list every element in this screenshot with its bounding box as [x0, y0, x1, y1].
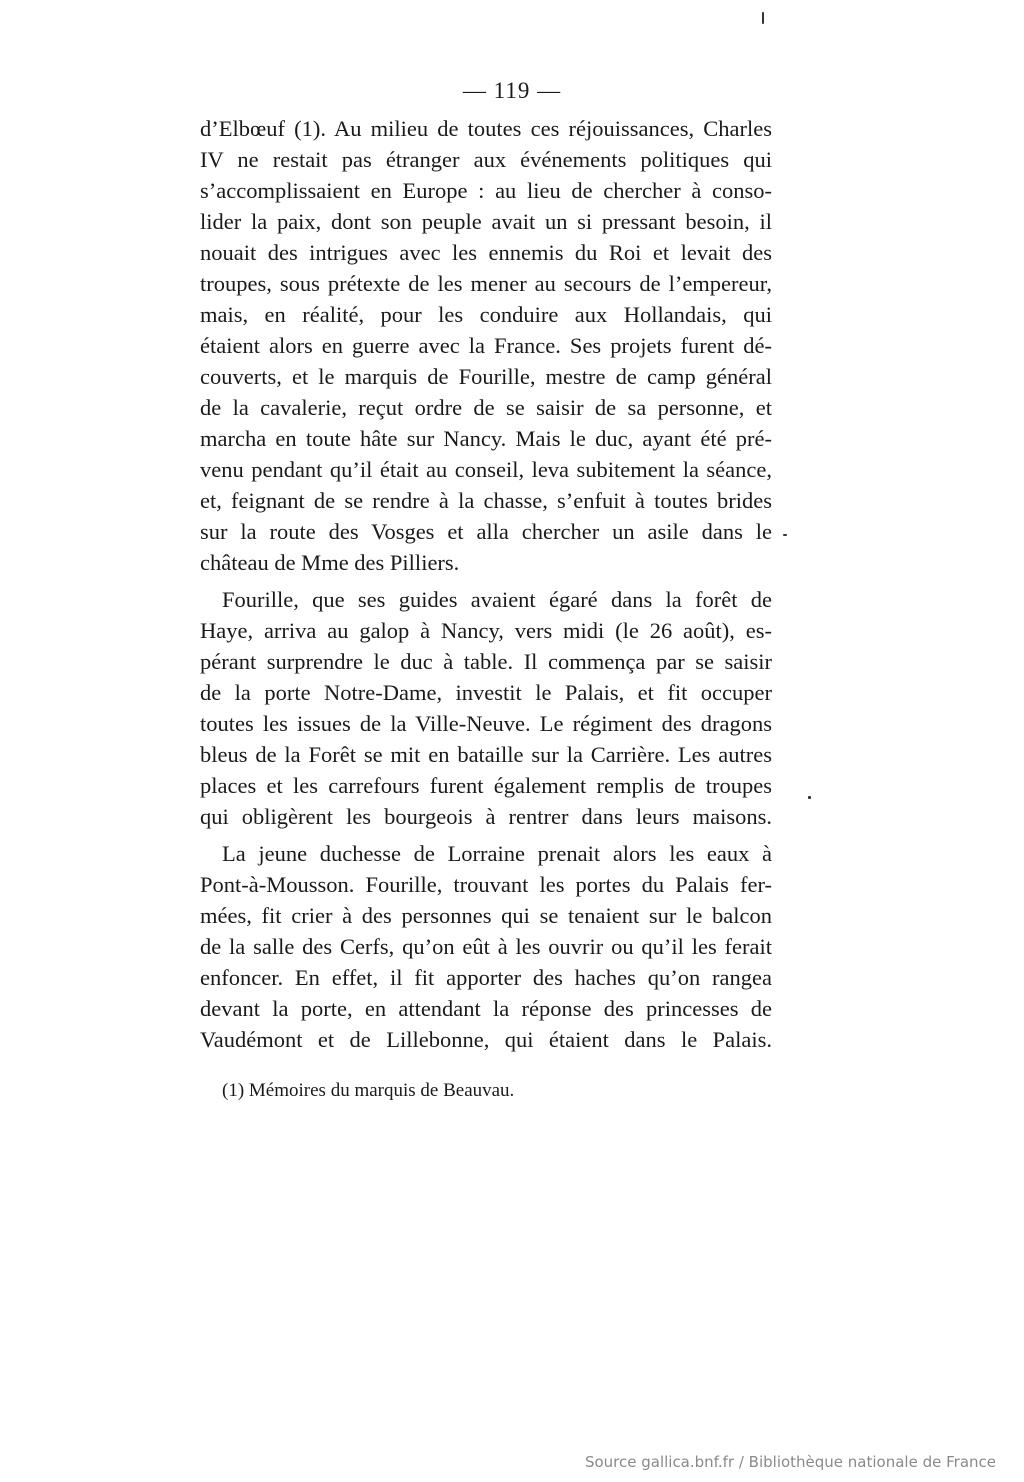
paragraph-3 [200, 838, 772, 1055]
text-line: venu pendant qu’il était au conseil, leva subitement la séance, [200, 457, 772, 482]
text-line: Vaudémont et de Lillebonne, qui étaient dans le Palais. [200, 1027, 772, 1052]
text-line: s’accomplissaient en Europe : au lieu de chercher à conso- [200, 178, 772, 203]
text-line: mées, fit crier à des personnes qui se tenaient sur le balcon [200, 903, 772, 928]
text-line: et, feignant de se rendre à la chasse, s’enfuit à toutes brides [200, 488, 772, 513]
text-line: de la cavalerie, reçut ordre de se saisir de sa personne, et [200, 395, 772, 420]
text-line: La jeune duchesse de Lorraine prenait alors les eaux à [222, 841, 772, 866]
paragraph-2 [200, 584, 772, 832]
text-line: IV ne restait pas étranger aux événements politiques qui [200, 147, 772, 172]
text-line: troupes, sous prétexte de les mener au secours de l’empereur, [200, 271, 772, 296]
text-line: devant la porte, en attendant la réponse des princesses de [200, 996, 772, 1021]
text-line: étaient alors en guerre avec la France. Ses projets furent dé- [200, 333, 772, 358]
text-line: marcha en toute hâte sur Nancy. Mais le duc, ayant été pré- [200, 426, 772, 451]
text-line: nouait des intrigues avec les ennemis du Roi et levait des [200, 240, 772, 265]
text-line: Pont-à-Mousson. Fourille, trouvant les portes du Palais fer- [200, 872, 772, 897]
text-line: places et les carrefours furent également remplis de troupes [200, 773, 772, 798]
footnote: (1) Mémoires du marquis de Beauvau. [222, 1080, 515, 1101]
paragraph-1 [200, 113, 772, 578]
text-line: pérant surprendre le duc à table. Il commença par se saisir [200, 649, 772, 674]
text-line: sur la route des Vosges et alla chercher un asile dans le [200, 519, 772, 544]
text-line: Haye, arriva au galop à Nancy, vers midi (le 26 août), es- [200, 618, 772, 643]
text-line: mais, en réalité, pour les conduire aux Hollandais, qui [200, 302, 772, 327]
text-line: couverts, et le marquis de Fourille, mestre de camp général [200, 364, 772, 389]
text-line: qui obligèrent les bourgeois à rentrer dans leurs maisons. [200, 804, 772, 829]
text-line: toutes les issues de la Ville-Neuve. Le régiment des dragons [200, 711, 772, 736]
text-line: lider la paix, dont son peuple avait un si pressant besoin, il [200, 209, 772, 234]
text-line: de la salle des Cerfs, qu’on eût à les ouvrir ou qu’il les ferait [200, 934, 772, 959]
text-line: Fourille, que ses guides avaient égaré dans la forêt de [222, 587, 772, 612]
text-line: de la porte Notre-Dame, investit le Palais, et fit occuper [200, 680, 772, 705]
text-line: enfoncer. En effet, il fit apporter des haches qu’on rangea [200, 965, 772, 990]
text-line: bleus de la Forêt se mit en bataille sur la Carrière. Les autres [200, 742, 772, 767]
text-line: d’Elbœuf (1). Au milieu de toutes ces réjouissances, Charles [200, 116, 772, 141]
page-number: — 119 — [462, 78, 562, 103]
scan-speck [808, 796, 811, 799]
scan-speck [762, 12, 764, 24]
source-credit: Source gallica.bnf.fr / Bibliothèque nationale de France [584, 1453, 996, 1471]
text-line: château de Mme des Pilliers. [200, 550, 460, 575]
scan-speck [783, 534, 787, 536]
